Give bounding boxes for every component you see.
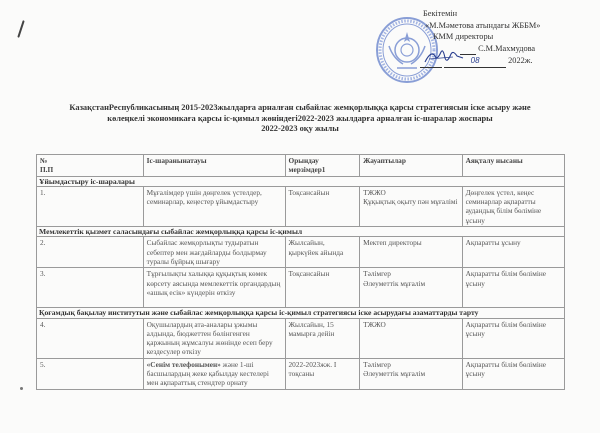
approval-school: «М.Мәметова атындағы ЖББМ» [425, 20, 541, 30]
section-title: Ұйымдастыру іс-шаралары [37, 176, 565, 186]
cell-form: Дөңгелек үстел, кеңес семинарлар ақпаратты аудандық білім бөліміне ұсыну [462, 186, 564, 226]
pen-mark [17, 20, 24, 38]
header-num [37, 155, 144, 177]
table-row [37, 318, 565, 358]
cell-name [143, 358, 285, 389]
date-year: 2022ж. [508, 56, 533, 65]
approval-heading: Бекітемін [423, 9, 458, 18]
responsible-line: Тәлімгер [363, 269, 391, 279]
plan-table [36, 154, 565, 390]
cell-responsible [360, 358, 462, 389]
responsible-line: Әлеуметтік мұғалім [363, 278, 426, 288]
section-row [37, 227, 565, 237]
cell-deadline: Жылсайын, 15 мамырға дейін [285, 318, 360, 358]
cell-deadline: Жылсайын, қыркүйек айында [285, 237, 360, 268]
table-row [37, 268, 565, 308]
cell-name-bold: «Сенім телефонымен» [146, 359, 221, 369]
cell-num: 3. [37, 268, 144, 308]
section-title: Қоғамдық бақылау институтын және сыбайлас жемқорлыққа қарсы іс-қимыл стратегиясы іске асырудағы азаматтарды тарту [37, 308, 565, 318]
responsible-line: ТЖЖО [363, 319, 386, 329]
table-row [37, 237, 565, 268]
table-row [37, 186, 565, 226]
header-num-line-2: П.П [40, 165, 54, 175]
title-line-2: көлеңкелі экономикаға қарсы іс-қимыл жөніндегі2022-2023 жылдарға арналған іс-шаралар жоспары [107, 113, 493, 123]
responsible-line: Құқықтық оқыту пән мұғалімі [363, 197, 458, 207]
section-row [37, 176, 565, 186]
cell-name: Мұғалімдер үшін дөңгелек үстелдер, семинарлар, кеңестер ұйымдастыру [143, 186, 285, 226]
cell-name-rest: және 1-ші басшылардың жеке қабылдау кестелері мен ақпараттық стендтер орнату [146, 359, 269, 388]
cell-name: Тұрғылықты халыққа құқықтық көмек көрсету аясында мемлекеттік органдардың «ашық есік» күндерін өткізу [143, 268, 285, 308]
cell-num: 1. [37, 186, 144, 226]
responsible-line: Мектеп директоры [363, 238, 422, 248]
cell-responsible [360, 186, 462, 226]
approval-block [410, 8, 600, 68]
cell-num: 4. [37, 318, 144, 358]
header-form: Аяқталу нысаны [462, 155, 564, 177]
cell-responsible [360, 318, 462, 358]
dot-mark [20, 387, 23, 390]
header-name: Іс-шаранынатауы [143, 155, 285, 177]
header-num-line-1: № [40, 156, 48, 165]
date-month-blank [444, 55, 506, 68]
cell-name: Оқушылардың ата-аналары ұжымы алдында, бюджеттен бөлінгенген қаржының жұмсалуы жөнінде есеп беру кездесулер өткізу [143, 318, 285, 358]
table-header-row [37, 155, 565, 177]
date-month-handwritten: 08 [470, 56, 480, 65]
cell-num: 5. [37, 358, 144, 389]
approval-date-line [410, 55, 600, 68]
header-responsible: Жауаптылар [360, 155, 462, 177]
cell-responsible [360, 268, 462, 308]
approval-signatory-line [410, 43, 600, 56]
responsible-line: Әлеуметтік мұғалім [363, 369, 426, 379]
cell-deadline: Тоқсансайын [285, 186, 360, 226]
section-title: Мемлекеттік қызмет саласындағы сыбайлас жемқорлыққа қарсы іс-қимыл [37, 227, 565, 237]
responsible-line: Тәлімгер [363, 359, 391, 369]
approval-signatory: С.М.Махмудова [478, 43, 536, 53]
cell-responsible [360, 237, 462, 268]
cell-name: Сыбайлас жемқорлықты тудыратын себептер мен жағдайларды болдырмау туралы бұйрық шығару [143, 237, 285, 268]
header-deadline: Орындау мерзімдер1 [285, 155, 360, 177]
responsible-line: ТЖЖО [363, 187, 386, 197]
signature-blank [460, 43, 476, 56]
cell-form: Ақпаратты білім бөліміне ұсыну [462, 268, 564, 308]
title-line-3: 2022-2023 оқу жылы [261, 124, 339, 133]
cell-form: Ақпаратты білім бөліміне ұсыну [462, 318, 564, 358]
title-line-1: КазақстанРеспубликасының 2015-2023жылдарға арналған сыбайлас жемқорлыққа қарсы стратегиясын іске асыру және [69, 103, 531, 112]
approval-position: КММ директоры [433, 32, 494, 41]
cell-form: Ақпаратты ұсыну [462, 237, 564, 268]
cell-deadline: Тоқсансайын [285, 268, 360, 308]
cell-num: 2. [37, 237, 144, 268]
cell-deadline: 2022-2023жж. І тоқсаны [285, 358, 360, 389]
date-day-blank [420, 55, 442, 68]
section-row [37, 308, 565, 318]
document-title [0, 103, 600, 135]
table-row [37, 358, 565, 389]
cell-form: Ақпаратты білім бөліміне ұсыну [462, 358, 564, 389]
